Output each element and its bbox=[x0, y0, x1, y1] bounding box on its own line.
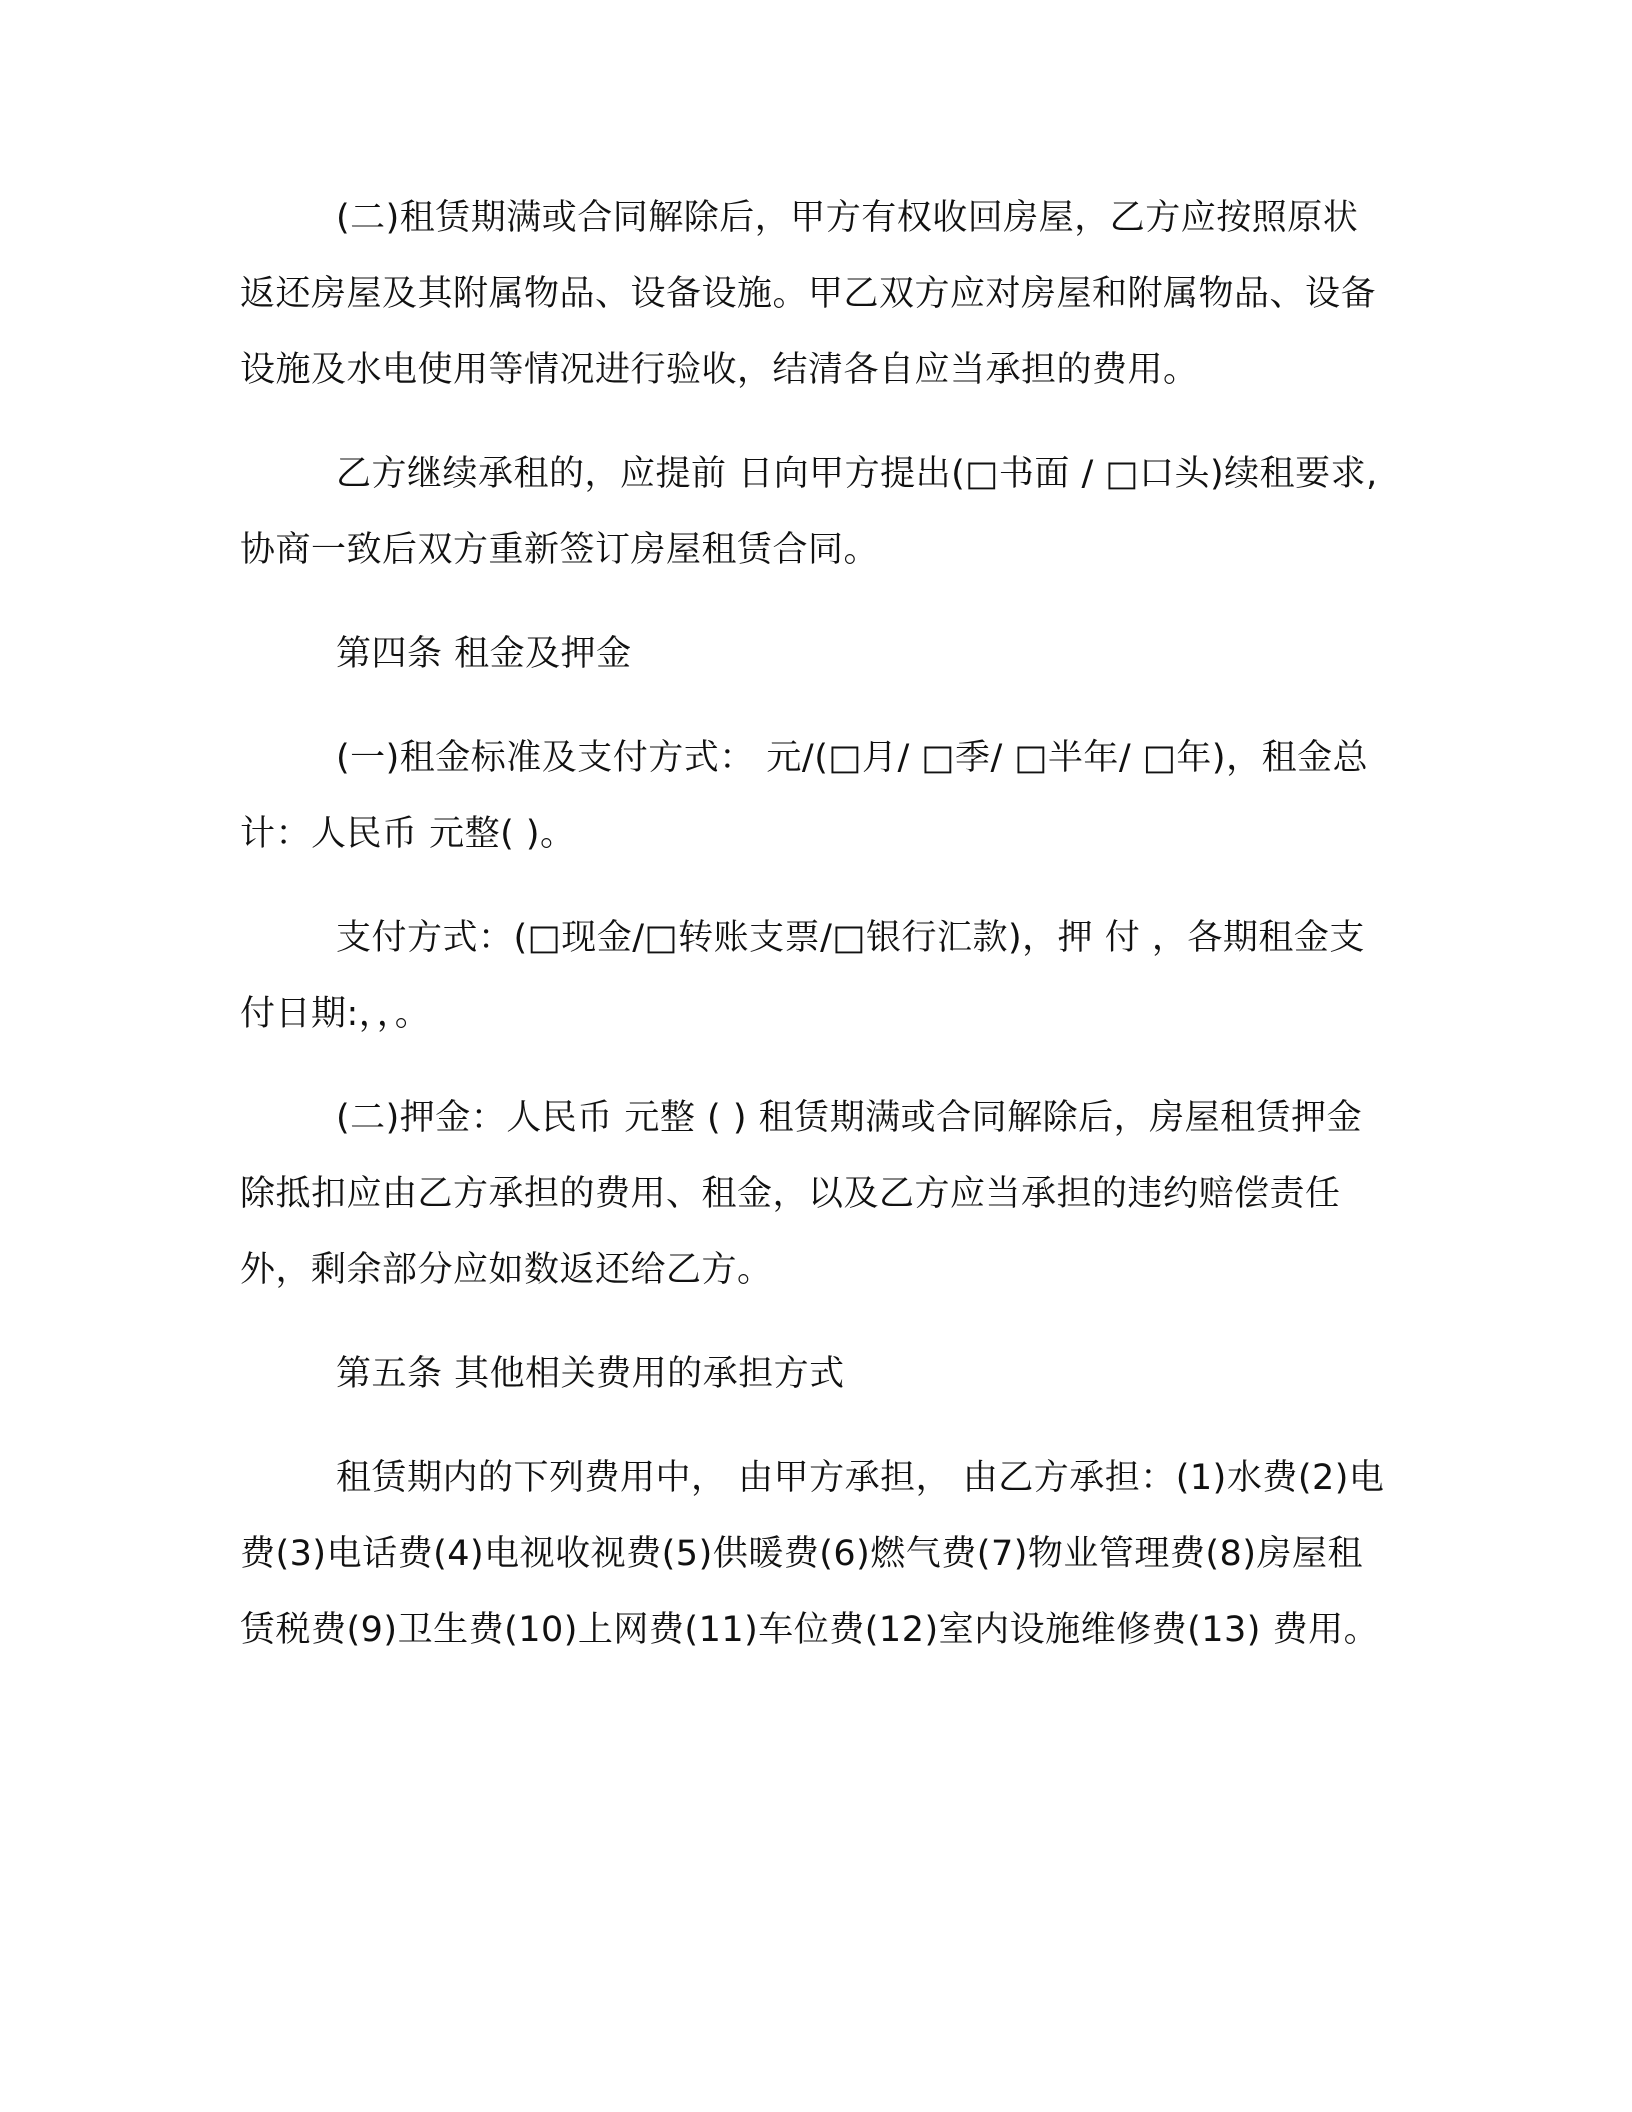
paragraph-other-fees: 租赁期内的下列费用中， 由甲方承担， 由乙方承担：(1)水费(2)电费(3)电话费(4)电视收视费(5)供暖费(6)燃气费(7)物业管理费(8)房屋租赁税费(9)卫生费(10)上网费(11)车位费(12)室内设施维修费(13) 费用。 bbox=[240, 1458, 1385, 1650]
paragraph-lease-renewal: 乙方继续承租的，应提前 日向甲方提出(□书面 / □口头)续租要求,协商一致后双方重新签订房屋租赁合同。 bbox=[240, 454, 1378, 570]
document-body bbox=[240, 180, 1390, 1668]
paragraph-lease-expiry-return: (二)租赁期满或合同解除后，甲方有权收回房屋，乙方应按照原状返还房屋及其附属物品、设备设施。甲乙双方应对房屋和附属物品、设备设施及水电使用等情况进行验收，结清各自应当承担的费用。 bbox=[240, 198, 1377, 390]
paragraph-payment-method: 支付方式：(□现金/□转账支票/□银行汇款)，押 付 ，各期租金支付日期:，，。 bbox=[240, 918, 1365, 1034]
paragraph-rent-standard: (一)租金标准及支付方式： 元/(□月/ □季/ □半年/ □年)，租金总计：人民币 元整( )。 bbox=[240, 738, 1369, 854]
section-heading-article-4: 第四条 租金及押金 bbox=[336, 634, 632, 674]
section-heading-article-5: 第五条 其他相关费用的承担方式 bbox=[336, 1354, 845, 1394]
paragraph-deposit: (二)押金：人民币 元整 ( ) 租赁期满或合同解除后，房屋租赁押金除抵扣应由乙方承担的费用、租金，以及乙方应当承担的违约赔偿责任外，剩余部分应如数返还给乙方。 bbox=[240, 1098, 1363, 1290]
